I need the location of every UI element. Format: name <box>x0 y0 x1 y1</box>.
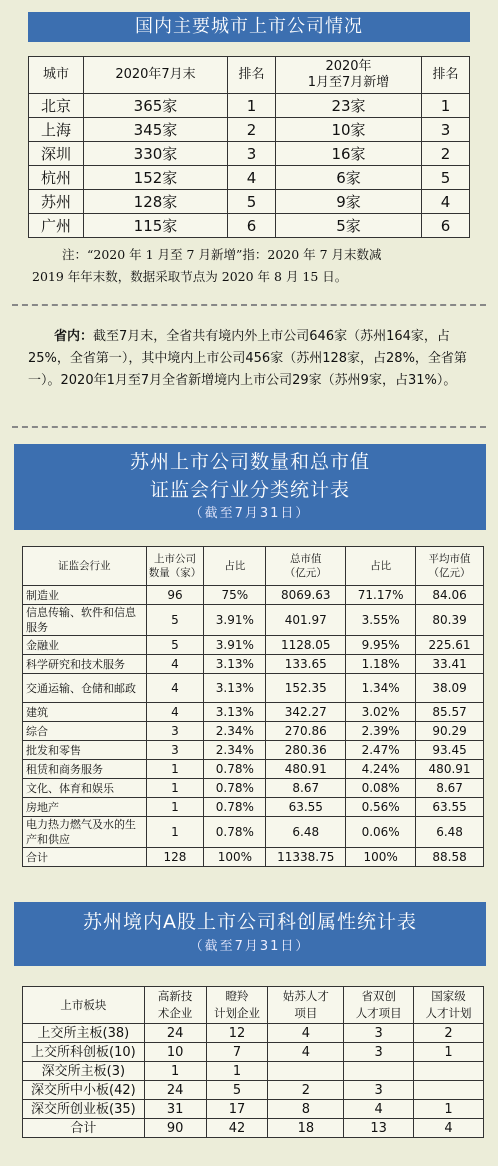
table-cell: 63.55 <box>416 798 484 817</box>
table-cell: 5 <box>146 636 204 655</box>
table-cell: 3.91% <box>204 605 266 636</box>
table-cell: 制造业 <box>23 586 147 605</box>
table-row <box>23 586 484 605</box>
table-cell <box>344 1062 414 1081</box>
table-cell: 5 <box>228 190 276 214</box>
table-cell: 2.47% <box>346 741 416 760</box>
table-cell: 3.55% <box>346 605 416 636</box>
column-header: 平均市值 （亿元） <box>416 547 484 586</box>
table-cell: 4 <box>228 166 276 190</box>
table-cell: 71.17% <box>346 586 416 605</box>
table-cell: 深交所创业板(35) <box>23 1100 145 1119</box>
table-cell: 1 <box>422 94 470 118</box>
table-cell: 11338.75 <box>266 848 346 867</box>
table-cell: 广州 <box>29 214 84 238</box>
table-row <box>29 142 470 166</box>
table-cell: 365家 <box>83 94 227 118</box>
table-cell: 31 <box>144 1100 206 1119</box>
table-cell: 115家 <box>83 214 227 238</box>
table-cell: 6.48 <box>266 817 346 848</box>
table-cell: 3 <box>344 1024 414 1043</box>
table-row <box>23 741 484 760</box>
table-row <box>23 1081 484 1100</box>
table-cell: 1 <box>206 1062 268 1081</box>
table-cell: 4 <box>268 1043 344 1062</box>
table-cell: 128 <box>146 848 204 867</box>
table-cell: 9家 <box>275 190 421 214</box>
table-cell: 280.36 <box>266 741 346 760</box>
table-cell: 合计 <box>23 848 147 867</box>
section1-note <box>32 244 472 288</box>
column-header: 占比 <box>204 547 266 586</box>
table-cell: 0.56% <box>346 798 416 817</box>
table-cell: 10家 <box>275 118 421 142</box>
table-row <box>23 703 484 722</box>
table-cell: 5家 <box>275 214 421 238</box>
table-cell: 38.09 <box>416 674 484 703</box>
table-cell: 100% <box>204 848 266 867</box>
table-cell: 4 <box>146 655 204 674</box>
table-row <box>29 190 470 214</box>
table-cell: 2 <box>228 118 276 142</box>
column-header: 总市值 （亿元） <box>266 547 346 586</box>
table-row <box>23 1100 484 1119</box>
table-row <box>23 605 484 636</box>
table-cell: 8069.63 <box>266 586 346 605</box>
table-cell: 5 <box>146 605 204 636</box>
section2-title2: 证监会行业分类统计表 <box>149 479 350 501</box>
section3-title: 苏州境内A股上市公司科创属性统计表 <box>83 911 417 933</box>
column-header: 排名 <box>422 57 470 94</box>
table-cell: 0.06% <box>346 817 416 848</box>
table-cell: 4.24% <box>346 760 416 779</box>
table-cell: 3 <box>228 142 276 166</box>
table-cell: 建筑 <box>23 703 147 722</box>
table-cell: 2 <box>414 1024 484 1043</box>
table-cell: 342.27 <box>266 703 346 722</box>
table-cell: 1 <box>228 94 276 118</box>
province-text: 截至7月末，全省共有境内外上市公司646家（苏州164家，占25%，全省第一），其中境内上市公司456家（苏州128家，占28%，全省第一）。2020年1月至7月全省新增境内上市公司29家（苏州9家，占31%）。 <box>28 329 467 388</box>
table-cell: 4 <box>344 1100 414 1119</box>
table-cell: 1.34% <box>346 674 416 703</box>
table-cell: 2.39% <box>346 722 416 741</box>
sci-tech-stats-table <box>22 986 484 1138</box>
divider <box>12 426 486 428</box>
table-cell: 1.18% <box>346 655 416 674</box>
table-cell: 租赁和商务服务 <box>23 760 147 779</box>
table-cell: 房地产 <box>23 798 147 817</box>
table-row <box>23 1062 484 1081</box>
table-cell: 交通运输、仓储和邮政 <box>23 674 147 703</box>
table-cell: 17 <box>206 1100 268 1119</box>
table-cell: 85.57 <box>416 703 484 722</box>
table-cell: 330家 <box>83 142 227 166</box>
table-cell: 8.67 <box>266 779 346 798</box>
table-row <box>23 722 484 741</box>
table-cell: 401.97 <box>266 605 346 636</box>
table-cell: 2 <box>268 1081 344 1100</box>
table-cell: 24 <box>144 1024 206 1043</box>
column-header: 城市 <box>29 57 84 94</box>
table-cell: 1128.05 <box>266 636 346 655</box>
table-cell: 批发和零售 <box>23 741 147 760</box>
table-row <box>29 94 470 118</box>
table-row <box>29 166 470 190</box>
table-row <box>23 1024 484 1043</box>
table-cell: 80.39 <box>416 605 484 636</box>
table-cell: 24 <box>144 1081 206 1100</box>
table-cell: 133.65 <box>266 655 346 674</box>
table-cell: 3.13% <box>204 655 266 674</box>
table-cell: 2.34% <box>204 722 266 741</box>
table-cell: 7 <box>206 1043 268 1062</box>
table-cell: 90 <box>144 1119 206 1138</box>
table-cell: 科学研究和技术服务 <box>23 655 147 674</box>
table-cell: 1 <box>414 1100 484 1119</box>
table-cell: 金融业 <box>23 636 147 655</box>
table-cell: 深交所主板(3) <box>23 1062 145 1081</box>
column-header: 证监会行业 <box>23 547 147 586</box>
table-row <box>23 674 484 703</box>
table-cell: 0.78% <box>204 817 266 848</box>
section3-banner <box>14 902 486 966</box>
column-header: 上市板块 <box>23 987 145 1024</box>
section2-title: 苏州上市公司数量和总市值 <box>129 451 370 473</box>
table-cell: 6 <box>228 214 276 238</box>
table-cell: 10 <box>144 1043 206 1062</box>
table-cell: 90.29 <box>416 722 484 741</box>
table-cell: 5 <box>422 166 470 190</box>
table-cell: 100% <box>346 848 416 867</box>
section3-subtitle: （截至7月31日） <box>189 939 311 954</box>
table-row <box>23 1043 484 1062</box>
city-listed-companies-table <box>28 56 470 238</box>
table-cell: 5 <box>206 1081 268 1100</box>
divider <box>12 304 486 306</box>
table-row <box>23 1119 484 1138</box>
table-cell: 480.91 <box>416 760 484 779</box>
table-cell: 3.02% <box>346 703 416 722</box>
column-header: 2020年7月末 <box>83 57 227 94</box>
column-header: 国家级 人才计划 <box>414 987 484 1024</box>
table-cell: 北京 <box>29 94 84 118</box>
province-paragraph <box>28 326 472 392</box>
table-cell: 93.45 <box>416 741 484 760</box>
table-cell: 6.48 <box>416 817 484 848</box>
table-cell: 270.86 <box>266 722 346 741</box>
province-label: 省内： <box>54 329 94 344</box>
table-cell: 88.58 <box>416 848 484 867</box>
table-cell: 4 <box>268 1024 344 1043</box>
table-row <box>23 817 484 848</box>
table-row <box>23 848 484 867</box>
column-header: 姑苏人才 项目 <box>268 987 344 1024</box>
section2-banner <box>14 444 486 530</box>
table-cell <box>268 1062 344 1081</box>
table-cell <box>414 1062 484 1081</box>
note-line-1: 注：“2020 年 1 月至 7 月新增”指：2020 年 7 月末数减 <box>62 247 382 262</box>
table-cell: 上交所主板(38) <box>23 1024 145 1043</box>
table-cell: 3 <box>146 722 204 741</box>
table-cell: 6 <box>422 214 470 238</box>
table-cell: 1 <box>146 817 204 848</box>
table-cell: 33.41 <box>416 655 484 674</box>
table-cell: 深交所中小板(42) <box>23 1081 145 1100</box>
table-cell: 1 <box>144 1062 206 1081</box>
table-cell: 2 <box>422 142 470 166</box>
table-cell: 42 <box>206 1119 268 1138</box>
table-cell: 3 <box>344 1043 414 1062</box>
table-cell: 18 <box>268 1119 344 1138</box>
table-cell: 电力热力燃气及水的生产和供应 <box>23 817 147 848</box>
table-cell: 上海 <box>29 118 84 142</box>
column-header: 省双创 人才项目 <box>344 987 414 1024</box>
table-cell: 4 <box>146 703 204 722</box>
table-cell: 4 <box>414 1119 484 1138</box>
table-cell: 23家 <box>275 94 421 118</box>
table-cell: 3.91% <box>204 636 266 655</box>
table-cell: 合计 <box>23 1119 145 1138</box>
section2-subtitle: （截至7月31日） <box>189 506 311 521</box>
table-cell: 0.08% <box>346 779 416 798</box>
table-cell: 4 <box>422 190 470 214</box>
table-cell: 0.78% <box>204 760 266 779</box>
column-header: 排名 <box>228 57 276 94</box>
table-cell <box>414 1081 484 1100</box>
table-cell: 8 <box>268 1100 344 1119</box>
table-cell: 345家 <box>83 118 227 142</box>
table-cell: 2.34% <box>204 741 266 760</box>
table-cell: 文化、体育和娱乐 <box>23 779 147 798</box>
table-row <box>29 214 470 238</box>
table-cell: 128家 <box>83 190 227 214</box>
table-cell: 4 <box>146 674 204 703</box>
table-cell: 8.67 <box>416 779 484 798</box>
table-cell: 63.55 <box>266 798 346 817</box>
table-cell: 3.13% <box>204 703 266 722</box>
table-cell: 225.61 <box>416 636 484 655</box>
note-line-2: 2019 年年末数，数据采取节点为 2020 年 8 月 15 日。 <box>32 269 348 284</box>
table-row <box>23 779 484 798</box>
table-cell: 152.35 <box>266 674 346 703</box>
table-cell: 杭州 <box>29 166 84 190</box>
table-cell: 综合 <box>23 722 147 741</box>
table-row <box>29 118 470 142</box>
section1-title: 国内主要城市上市公司情况 <box>28 12 470 42</box>
industry-stats-table <box>22 546 484 867</box>
table-cell: 84.06 <box>416 586 484 605</box>
table-cell: 深圳 <box>29 142 84 166</box>
table-cell: 6家 <box>275 166 421 190</box>
table-cell: 96 <box>146 586 204 605</box>
table-cell: 75% <box>204 586 266 605</box>
table-row <box>23 655 484 674</box>
table-row <box>23 798 484 817</box>
table-cell: 苏州 <box>29 190 84 214</box>
table-cell: 3.13% <box>204 674 266 703</box>
table-cell: 1 <box>146 779 204 798</box>
table-cell: 3 <box>146 741 204 760</box>
table-cell: 上交所科创板(10) <box>23 1043 145 1062</box>
table-cell: 1 <box>146 798 204 817</box>
table-row <box>23 636 484 655</box>
table-cell: 9.95% <box>346 636 416 655</box>
table-cell: 3 <box>344 1081 414 1100</box>
column-header: 占比 <box>346 547 416 586</box>
column-header: 上市公司 数量（家） <box>146 547 204 586</box>
table-cell: 1 <box>146 760 204 779</box>
column-header: 高新技 术企业 <box>144 987 206 1024</box>
table-row <box>23 760 484 779</box>
table-cell: 480.91 <box>266 760 346 779</box>
column-header: 瞪羚 计划企业 <box>206 987 268 1024</box>
table-cell: 13 <box>344 1119 414 1138</box>
table-cell: 0.78% <box>204 798 266 817</box>
table-cell: 1 <box>414 1043 484 1062</box>
table-cell: 16家 <box>275 142 421 166</box>
table-cell: 0.78% <box>204 779 266 798</box>
table-cell: 152家 <box>83 166 227 190</box>
table-cell: 12 <box>206 1024 268 1043</box>
table-cell: 3 <box>422 118 470 142</box>
column-header: 2020年 1月至7月新增 <box>275 57 421 94</box>
table-cell: 信息传输、软件和信息服务 <box>23 605 147 636</box>
